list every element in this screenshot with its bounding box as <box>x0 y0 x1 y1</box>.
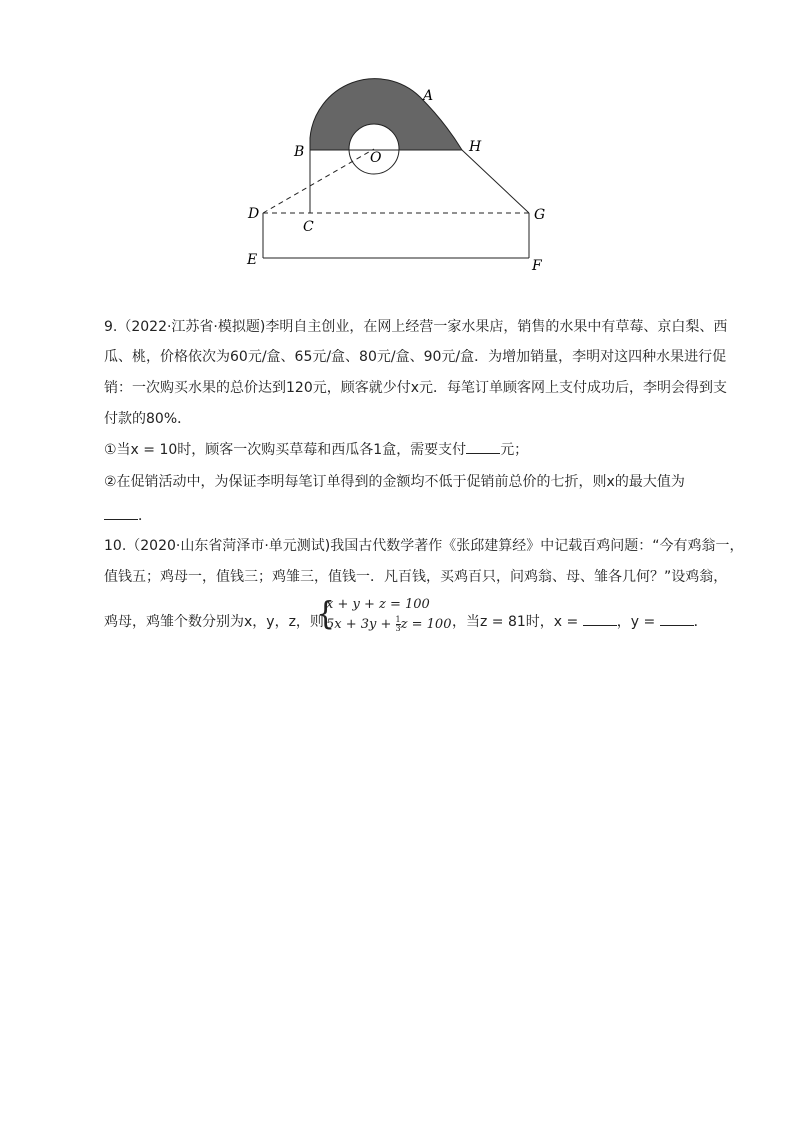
label-f: F <box>532 258 542 274</box>
q10-line-2: 值钱五；鸡母一，值钱三；鸡雏三，值钱一．凡百钱，买鸡百只，问鸡翁、母、雏各几何？”设鸡翁， <box>104 569 728 585</box>
segment-hg <box>462 150 529 213</box>
q10-separator: ，y = <box>616 614 660 630</box>
label-c: C <box>303 219 314 235</box>
q9-sub-1-prefix: ①当x = 10时，顾客一次购买草莓和西瓜各1盒，需要支付 <box>104 442 467 458</box>
geometry-figure <box>0 0 794 290</box>
label-b: B <box>294 144 305 160</box>
brace-icon: { <box>316 596 336 633</box>
dashed-do <box>263 149 374 213</box>
q10-line-1: 10.（2020·山东省菏泽市·单元测试)我国古代数学著作《张邱建算经》中记载百鸡问题：“今有鸡翁一， <box>104 538 744 554</box>
label-g: G <box>534 207 546 223</box>
label-a: A <box>423 88 434 104</box>
q9-line-3: 销：一次购买水果的总价达到120元，顾客就少付x元．每笔订单顾客网上支付成功后，李明会得到支 <box>104 380 728 396</box>
equation-2 <box>326 616 451 634</box>
q9-line-2: 瓜、桃，价格依次为60元/盒、65元/盒、80元/盒、90元/盒．为增加销量，李明对这四种水果进行促 <box>104 349 727 365</box>
equation-2-left: 5x + 3y + <box>326 617 396 632</box>
q10-condition: ，当z = 81时，x = <box>452 614 583 630</box>
q9-sub-2-end <box>104 506 152 526</box>
answer-blank[interactable] <box>583 613 617 626</box>
q9-sub-1 <box>104 440 528 460</box>
q9-sub-2: ②在促销活动中，为保证李明每笔订单得到的金额均不低于促销前总价的七折，则x的最大值为 <box>104 474 685 490</box>
q9-sub-2-period: ． <box>138 508 152 524</box>
equation-2-right: z = 100 <box>400 617 452 632</box>
q9-line-4: 付款的80%． <box>104 411 192 427</box>
q9-line-1: 9.（2022·江苏省·模拟题)李明自主创业，在网上经营一家水果店，销售的水果中有草莓、京白梨、西 <box>104 319 728 335</box>
fraction-denominator: 3 <box>395 624 401 633</box>
label-d: D <box>248 206 260 222</box>
q10-line-3: 鸡母，鸡雏个数分别为x，y，z，则 <box>104 614 324 630</box>
label-h: H <box>469 139 482 155</box>
q10-period: ． <box>693 614 708 630</box>
answer-blank[interactable] <box>660 613 694 626</box>
label-e: E <box>247 252 258 268</box>
q10-line-3-tail <box>452 612 708 632</box>
answer-blank[interactable] <box>104 507 138 520</box>
equation-1: x + y + z = 100 <box>326 597 430 612</box>
q9-sub-1-suffix: 元； <box>500 442 529 458</box>
answer-blank[interactable] <box>466 441 500 454</box>
label-o: O <box>370 150 382 166</box>
fraction-numerator: 1 <box>395 615 401 624</box>
